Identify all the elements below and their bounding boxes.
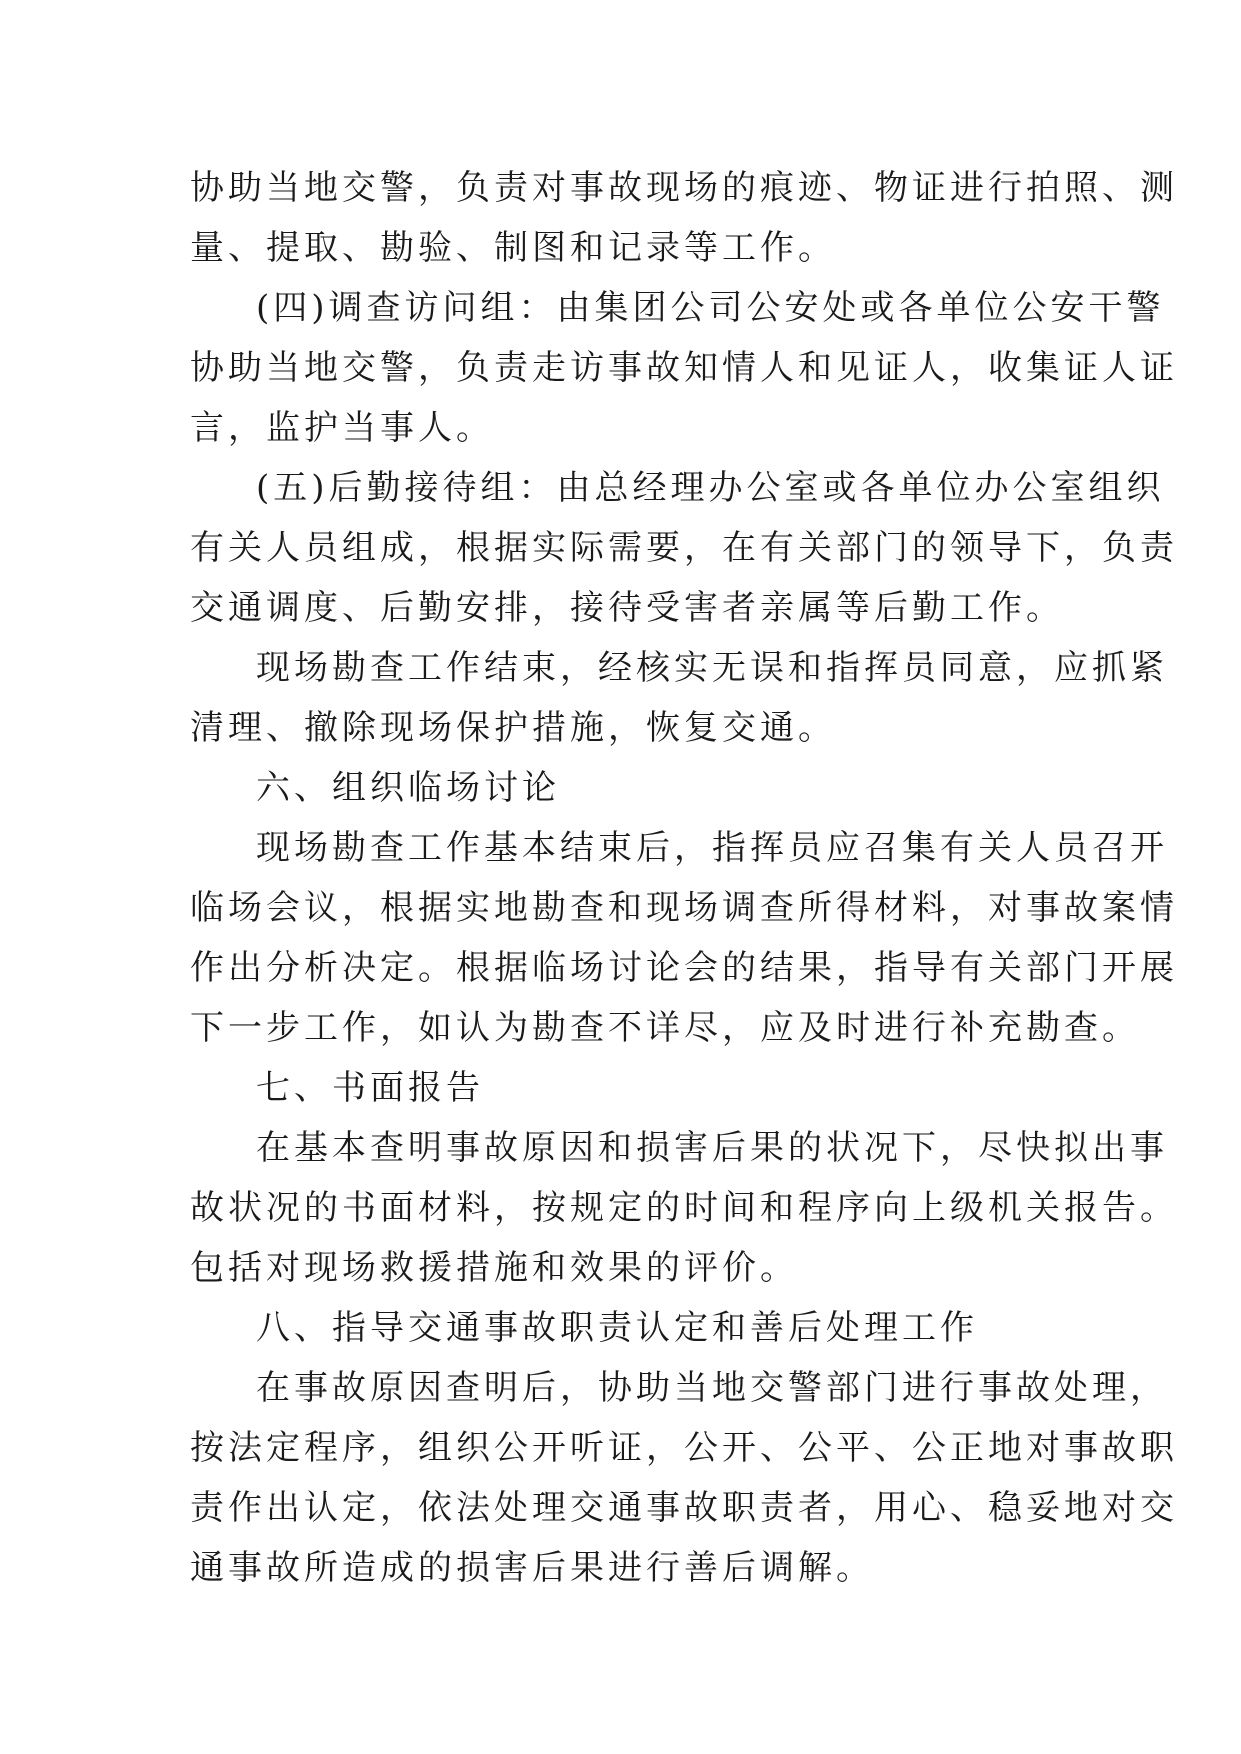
text-line: 通事故所造成的损害后果进行善后调解。	[190, 1548, 874, 1588]
text-line: 协助当地交警，负责走访事故知情人和见证人，收集证人证	[190, 348, 1178, 388]
paragraph-start-line: 在事故原因查明后，协助当地交警部门进行事故处理，	[256, 1368, 1168, 1408]
text-line: 量、提取、勘验、制图和记录等工作。	[190, 228, 836, 268]
paragraph-start-line: 现场勘查工作基本结束后，指挥员应召集有关人员召开	[256, 828, 1168, 868]
paragraph-start-line: 在基本查明事故原因和损害后果的状况下，尽快拟出事	[256, 1128, 1168, 1168]
text-line: 清理、撤除现场保护措施，恢复交通。	[190, 708, 836, 748]
paragraph-start-line: (五)后勤接待组：由总经理办公室或各单位办公室组织	[256, 468, 1165, 508]
text-line: 责作出认定，依法处理交通事故职责者，用心、稳妥地对交	[190, 1488, 1178, 1528]
text-line: 包括对现场救援措施和效果的评价。	[190, 1248, 798, 1288]
text-line: 言，监护当事人。	[190, 408, 494, 448]
text-line: 临场会议，根据实地勘查和现场调查所得材料，对事故案情	[190, 888, 1178, 928]
text-line: 故状况的书面材料，按规定的时间和程序向上级机关报告。	[190, 1188, 1178, 1228]
text-line: 有关人员组成，根据实际需要，在有关部门的领导下，负责	[190, 528, 1178, 568]
text-line: 下一步工作，如认为勘查不详尽，应及时进行补充勘查。	[190, 1008, 1140, 1048]
document-body	[190, 158, 1178, 1598]
paragraph-start-line: 现场勘查工作结束，经核实无误和指挥员同意，应抓紧	[256, 648, 1168, 688]
paragraph-start-line: (四)调查访问组：由集团公司公安处或各单位公安干警	[256, 288, 1165, 328]
text-line: 协助当地交警，负责对事故现场的痕迹、物证进行拍照、测	[190, 168, 1178, 208]
section-heading: 八、指导交通事故职责认定和善后处理工作	[256, 1308, 978, 1348]
section-heading: 七、书面报告	[256, 1068, 484, 1108]
text-line: 按法定程序，组织公开听证，公开、公平、公正地对事故职	[190, 1428, 1178, 1468]
text-line: 交通调度、后勤安排，接待受害者亲属等后勤工作。	[190, 588, 1064, 628]
text-line: 作出分析决定。根据临场讨论会的结果，指导有关部门开展	[190, 948, 1178, 988]
section-heading: 六、组织临场讨论	[256, 768, 560, 808]
